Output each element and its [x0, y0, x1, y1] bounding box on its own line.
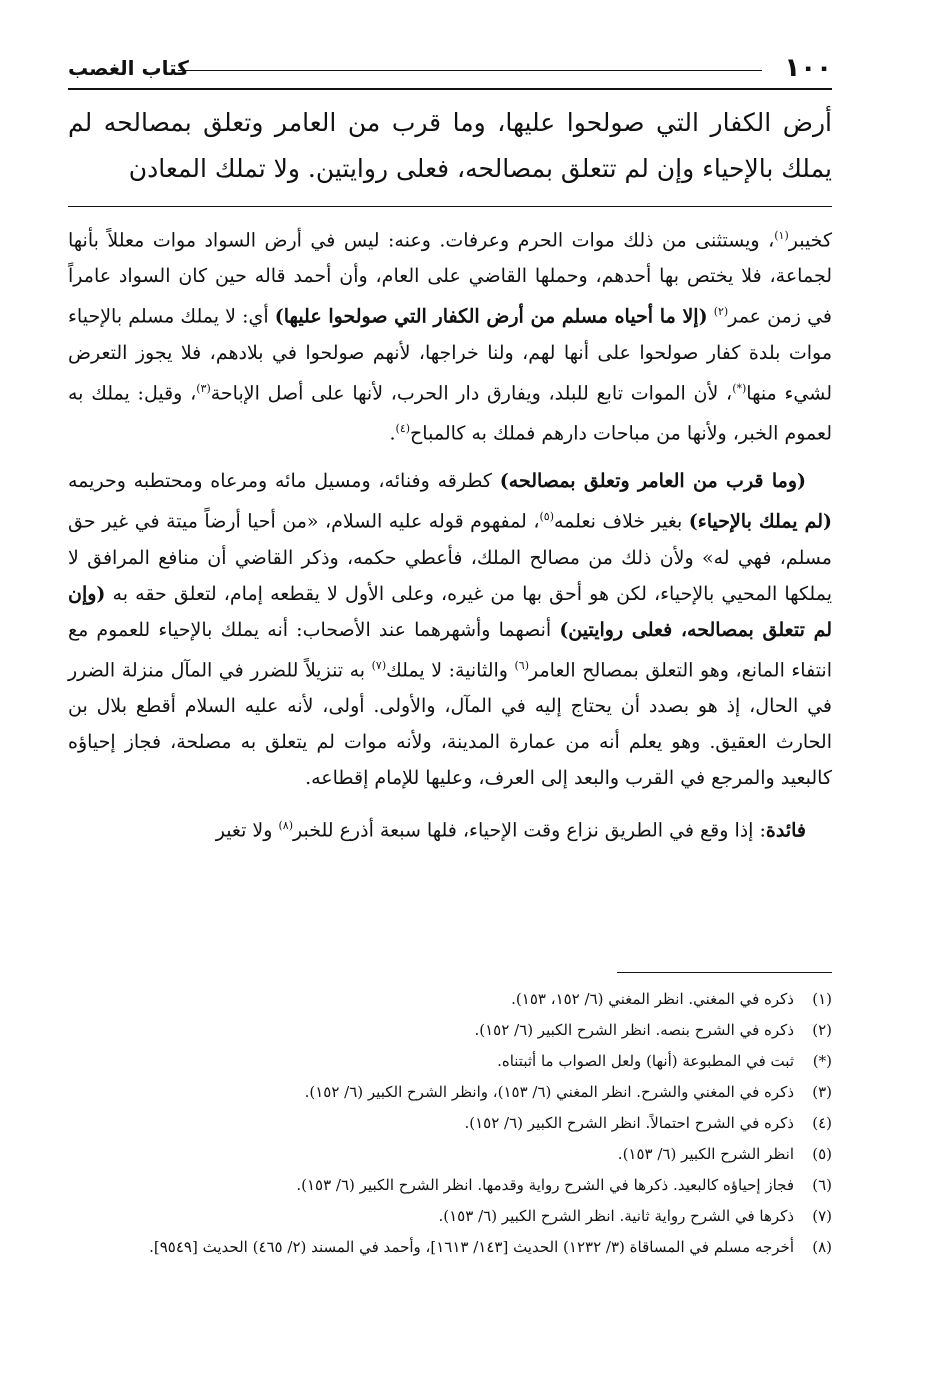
footnote-ref: (٣) [196, 381, 211, 395]
text-run: : إذا وقع في الطريق نزاع وقت الإحياء، فلها سبعة أذرع للخبر [293, 819, 766, 842]
footnote-ref: (*) [732, 381, 747, 395]
matn-quote: (لم يملك بالإحياء) [688, 510, 832, 533]
footnote-item [68, 1108, 832, 1139]
footnote-text: ذكره في الشرح احتمالاً. انظر الشرح الكبير (٦/ ١٥٢). [464, 1114, 794, 1132]
page-number: ١٠٠ [784, 53, 832, 83]
footnote-text: ذكرها في الشرح رواية ثانية. انظر الشرح الكبير (٦/ ١٥٣). [438, 1207, 794, 1225]
text-run: ولا تغير [215, 819, 279, 842]
benefit-label: فائدة [765, 819, 806, 842]
footnote-ref: (١) [774, 229, 789, 242]
footnote-mark: (٣) [812, 1083, 832, 1101]
footnote-item [68, 1077, 832, 1108]
footnote-text: أخرجه مسلم في المساقاة (٣/ ١٢٣٢) الحديث [١٤٣/ ١٦١٣]، وأحمد في المسند (٢/ ٤٦٥) الحديث [٩٥٤٩]. [149, 1238, 794, 1256]
footnote-text: ذكره في الشرح بنصه. انظر الشرح الكبير (٦/ ١٥٢). [474, 1021, 794, 1039]
footnote-mark: (٢) [812, 1021, 832, 1039]
footnote-text: فجاز إحياؤه كالبعيد. ذكرها في الشرح رواية وقدمها. انظر الشرح الكبير (٦/ ١٥٣). [296, 1176, 794, 1194]
text-run: كطرقه وفنائه، ومسيل مائه ومرعاه ومحتطبه وحريمه [68, 470, 500, 493]
header-rule [178, 70, 762, 71]
footnote-text: ذكره في المغني والشرح. انظر المغني (٦/ ١٥٣)، وانظر الشرح الكبير (٦/ ١٥٢). [304, 1083, 794, 1101]
footnote-ref: (٦) [514, 658, 529, 672]
text-run: ، وقيل: يملك به لعموم الخبر، ولأنها من مباحات دارهم فملك به كالمباح [68, 381, 832, 445]
footnote-item [68, 1201, 832, 1232]
text-run: ، لمفهوم قوله عليه السلام، «من أحيا أرضاً ميتة في غير حق مسلم، فهي له» ولأن ذلك من مصالح الملك، فأعطي حكمه، وذكر القاضي أن منافع المرافق لا يملكها المحيي بالإحياء، لكن هو أحق بها من غيره، وعلى الأول لا يقطعه إمام، لتعلق حقه به [68, 510, 832, 605]
text-run: والثانية: لا يملك [386, 658, 515, 681]
footnote-item [68, 1046, 832, 1077]
footnote-mark: (٧) [812, 1207, 832, 1225]
text-run: أنصهما وأشهرهما عند الأصحاب: أنه يملك بالإحياء للعموم مع انتفاء المانع، وهو التعلق بمصالح العامر [68, 618, 833, 681]
commentary-paragraph-1 [68, 218, 832, 451]
text-run: ، ويستثنى من ذلك موات الحرم وعرفات. وعنه: ليس في أرض السواد موات معللاً بأنها لجماعة، فلا يختص بها أحدهم، وحملها القاضي على العام، وأن أحمد قاله حين كان السواد عامراً في زمن عمر [68, 229, 833, 328]
matn-quote: (وإن لم تتعلق بمصالحه، فعلى روايتين) [68, 582, 833, 641]
matn-quote: (وما قرب من العامر وتعلق بمصالحه) [499, 470, 806, 493]
footnote-text: انظر الشرح الكبير (٦/ ١٥٣). [617, 1145, 794, 1163]
footnote-item [68, 1015, 832, 1046]
footnote-divider [617, 972, 832, 973]
footnote-mark: (٦) [812, 1176, 832, 1194]
text-run: أي: لا يملك مسلم بالإحياء موات بلدة كفار صولحوا على أنها لهم، ولنا خراجها، لأنهم صولحوا في بلادهم، فلا يجوز التعرض لشيء منها [68, 305, 832, 404]
footnote-ref: (٢) [713, 305, 729, 319]
footnote-item [68, 1232, 832, 1263]
footnote-mark: (٥) [812, 1145, 832, 1163]
commentary [68, 218, 832, 860]
text-run: كخيبر [788, 229, 832, 252]
footnote-ref: (٤) [395, 421, 411, 435]
text-run: به تنزيلاً للضرر في المآل منزلة الضرر في الحال، إذ هو بصدد أن يحتاج إليه في المآل، والأولى. أولى، لأنه عليه السلام أقطع بلال بن الحارث العقيق. وهو يعلم أنه من عمارة المدينة، ولأنه موات لم يتعلق به مصلحة، فجاز إحياؤه كالبعيد والمرجع في القرب والبعد إلى العرف، وعليها للإمام إقطاعه. [68, 658, 833, 789]
matn-quote: (إلا ما أحياه مسلم من أرض الكفار التي صولحوا عليها) [274, 305, 708, 328]
running-title: كتاب الغصب [68, 56, 189, 80]
page-header [68, 48, 832, 90]
footnote-mark: (٨) [812, 1238, 832, 1256]
footnote-item [68, 1139, 832, 1170]
matn-text: أرض الكفار التي صولحوا عليها، وما قرب من العامر وتعلق بمصالحه لم يملك بالإحياء وإن لم تتعلق بمصالحه، فعلى روايتين. ولا تملك المعادن [68, 108, 832, 183]
footnote-mark: (٤) [812, 1114, 832, 1132]
commentary-paragraph-3 [68, 808, 832, 848]
footnote-text: ذكره في المغني. انظر المغني (٦/ ١٥٢، ١٥٣). [511, 990, 794, 1008]
footnote-item [68, 984, 832, 1015]
text-run: . [389, 422, 396, 445]
footnotes [68, 984, 832, 1263]
footnote-mark: (١) [812, 990, 832, 1008]
commentary-paragraph-2 [68, 463, 832, 796]
footnote-ref: (٨) [278, 818, 293, 832]
text-run: ، لأن الموات تابع للبلد، ويفارق دار الحرب، لأنها على أصل الإباحة [210, 381, 733, 404]
matn-divider [68, 206, 832, 207]
footnote-mark: (*) [812, 1052, 832, 1070]
footnote-ref: (٥) [539, 510, 554, 524]
text-run: بغير خلاف نعلمه [553, 510, 689, 533]
footnote-ref: (٧) [371, 658, 387, 672]
footnote-item [68, 1170, 832, 1201]
footnote-text: ثبت في المطبوعة (أنها) ولعل الصواب ما أثبتناه. [497, 1052, 794, 1070]
